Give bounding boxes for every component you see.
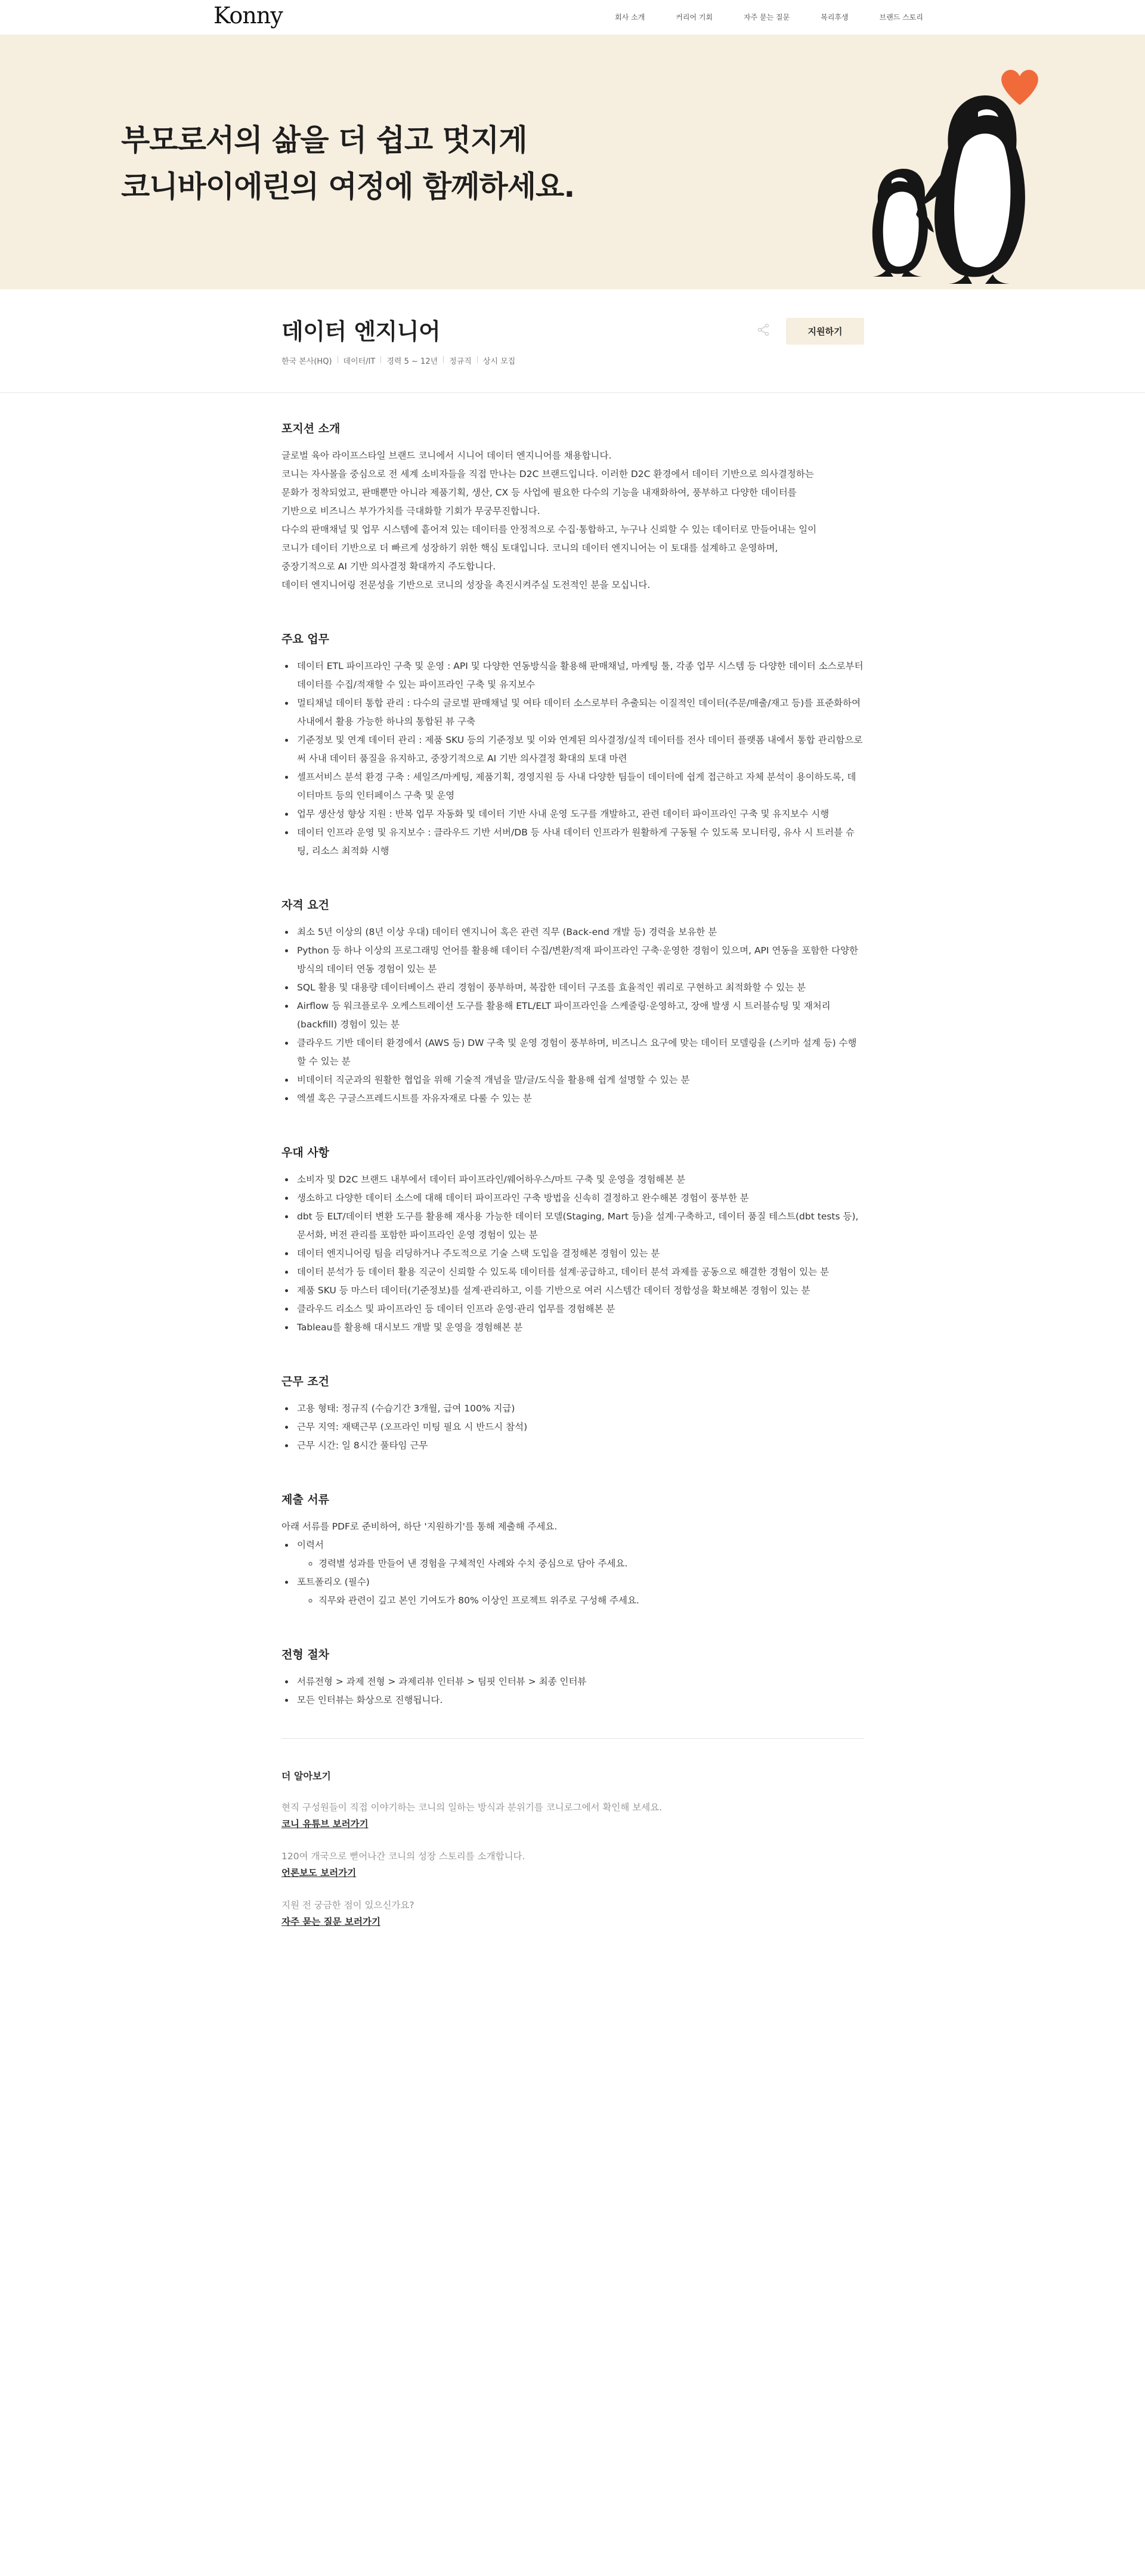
section-hiring-process [281, 1646, 864, 1710]
job-meta-team: 데이터/IT [343, 357, 376, 366]
meta-divider [443, 356, 444, 363]
list-item [295, 1573, 864, 1610]
job-title: 데이터 엔지니어 [281, 318, 441, 345]
section-title: 포지션 소개 [281, 422, 341, 435]
learn-more-description: 현직 구성원들이 직접 이야기하는 코니의 일하는 방식과 분위기를 코니로그에서 확인해 보세요. [281, 1802, 663, 1813]
share-icon[interactable] [756, 323, 770, 337]
top-navigation [0, 0, 1145, 35]
section-title: 우대 사항 [281, 1146, 330, 1159]
intro-line: 코니가 데이터 기반으로 더 빠르게 성장하기 위한 핵심 토대입니다. 코니의 데이터 엔지니어는 이 토대를 설계하고 운영하며, [281, 543, 778, 553]
list-item: • 기준정보 및 연계 데이터 관리 : 제품 SKU 등의 기준정보 및 이와 연계된 의사결정/실적 데이터를 전사 데이터 플랫폼 내에서 통합 관리함으로써 사내 데이터 품질을 유지하고, 중장기적으로 AI 기반 의사결정 확대의 토대 마련 [295, 731, 864, 768]
penguin-family-illustration [829, 58, 1044, 297]
meta-divider [477, 356, 478, 363]
intro-line: 중장기적으로 AI 기반 의사결정 확대까지 주도합니다. [281, 561, 496, 572]
list-item: • 생소하고 다양한 데이터 소스에 대해 데이터 파이프라인 구축 방법을 신속히 결정하고 완수해본 경험이 풍부한 분 [295, 1189, 864, 1208]
list-item: • 제품 SKU 등 마스터 데이터(기준정보)를 설계·관리하고, 이를 기반으로 여러 시스템간 데이터 정합성을 확보해본 경험이 있는 분 [295, 1281, 864, 1300]
child-penguin-icon [872, 169, 934, 277]
section-work-conditions [281, 1373, 864, 1455]
list-item: • 고용 형태: 정규직 (수습기간 3개월, 급여 100% 지급) [295, 1400, 864, 1418]
hero-banner [0, 35, 1145, 289]
list-item: • 데이터 분석가 등 데이터 활용 직군이 신뢰할 수 있도록 데이터를 설계·공급하고, 데이터 분석 과제를 공동으로 해결한 경험이 있는 분 [295, 1263, 864, 1281]
list-item: • SQL 활용 및 대용량 데이터베이스 관리 경험이 풍부하며, 복잡한 데이터 구조를 효율적인 쿼리로 구현하고 최적화할 수 있는 분 [295, 979, 864, 997]
documents-intro: 아래 서류를 PDF로 준비하여, 하단 '지원하기'를 통해 제출해 주세요. [281, 1521, 558, 1532]
meta-divider [380, 356, 381, 363]
list-item: • 클라우드 리소스 및 파이프라인 등 데이터 인프라 운영·관리 업무를 경험해본 분 [295, 1300, 864, 1318]
youtube-link[interactable]: 코니 유튜브 보러가기 [281, 1819, 369, 1829]
hero-headline-line-1: 부모로서의 삶을 더 쉽고 멋지게 [121, 123, 527, 157]
section-title: 근무 조건 [281, 1375, 330, 1388]
list-item: • 서류전형 > 과제 전형 > 과제리뷰 인터뷰 > 팀핏 인터뷰 > 최종 인터뷰 [295, 1673, 864, 1691]
list-item: • 클라우드 기반 데이터 환경에서 (AWS 등) DW 구축 및 운영 경험이 풍부하며, 비즈니스 요구에 맞는 데이터 모델링을 (스키마 설계 등) 수행할 수 있는 분 [295, 1034, 864, 1071]
list-item: • 모든 인터뷰는 화상으로 진행됩니다. [295, 1691, 864, 1710]
list-item [295, 1536, 864, 1573]
learn-more-description: 지원 전 궁금한 점이 있으신가요? [281, 1900, 414, 1911]
sub-list-item: ◦ 경력별 성과를 만들어 낸 경험을 구체적인 사례와 수치 중심으로 담아 주세요. [318, 1555, 864, 1573]
list-item: • Tableau를 활용해 대시보드 개발 및 운영을 경험해본 분 [295, 1318, 864, 1337]
learn-more-item [281, 1799, 864, 1832]
apply-button[interactable]: 지원하기 [786, 318, 864, 345]
job-description [281, 420, 864, 1930]
section-title: 전형 절차 [281, 1648, 330, 1661]
list-item: • 비데이터 직군과의 원활한 협업을 위해 기술적 개념을 말/글/도식을 활용해 쉽게 설명할 수 있는 분 [295, 1071, 864, 1089]
nav-link-company[interactable]: 회사 소개 [615, 13, 645, 21]
heart-icon [1001, 70, 1038, 105]
nav-link-benefits[interactable]: 복리후생 [821, 13, 849, 21]
parent-penguin-icon [918, 95, 1025, 284]
faq-link[interactable]: 자주 묻는 질문 보러가기 [281, 1916, 380, 1927]
list-item: • 근무 시간: 일 8시간 풀타임 근무 [295, 1436, 864, 1455]
learn-more-item [281, 1848, 864, 1881]
list-item: • 멀티채널 데이터 통합 관리 : 다수의 글로벌 판매채널 및 여타 데이터 소스로부터 추출되는 이질적인 데이터(주문/매출/재고 등)를 표준화하여 사내에서 활용 가능한 하나의 통합된 뷰 구축 [295, 694, 864, 731]
nav-links [584, 12, 923, 22]
job-meta [281, 355, 515, 366]
list-item: • 근무 지역: 재택근무 (오프라인 미팅 필요 시 반드시 참석) [295, 1418, 864, 1436]
list-item: • 데이터 ETL 파이프라인 구축 및 운영 : API 및 다양한 연동방식을 활용해 판매채널, 마케팅 툴, 각종 업무 시스템 등 다양한 데이터 소스로부터 데이터를 수집/적재할 수 있는 파이프라인 구축 및 유지보수 [295, 657, 864, 694]
learn-more-description: 120여 개국으로 뻗어나간 코니의 성장 스토리를 소개합니다. [281, 1851, 525, 1862]
list-item: • 데이터 인프라 운영 및 유지보수 : 클라우드 기반 서버/DB 등 사내 데이터 인프라가 원활하게 구동될 수 있도록 모니터링, 유사 시 트러블 슈팅, 리소스 최적화 시행 [295, 823, 864, 860]
job-meta-location: 한국 본사(HQ) [281, 357, 332, 366]
learn-more-item [281, 1897, 864, 1930]
intro-line: 데이터 엔지니어링 전문성을 기반으로 코니의 성장을 촉진시켜주실 도전적인 분을 모십니다. [281, 580, 651, 590]
job-meta-experience: 경력 5 ~ 12년 [386, 357, 438, 366]
list-item: • 소비자 및 D2C 브랜드 내부에서 데이터 파이프라인/웨어하우스/마트 구축 및 운영을 경험해본 분 [295, 1171, 864, 1189]
nav-link-faq[interactable]: 자주 묻는 질문 [744, 13, 790, 21]
intro-line: 코니는 자사몰을 중심으로 전 세계 소비자들을 직접 만나는 D2C 브랜드입니다. 이러한 D2C 환경에서 데이터 기반으로 의사결정하는 [281, 469, 814, 479]
learn-more-title: 더 알아보기 [281, 1770, 331, 1782]
section-required-documents [281, 1491, 864, 1610]
intro-line: 다수의 판매채널 및 업무 시스템에 흩어져 있는 데이터를 안정적으로 수집·통합하고, 누구나 신뢰할 수 있는 데이터로 만들어내는 일이 [281, 524, 817, 535]
section-main-duties [281, 630, 864, 860]
press-link[interactable]: 언론보도 보러가기 [281, 1868, 357, 1878]
section-title: 자격 요건 [281, 899, 330, 912]
job-header [0, 289, 1145, 393]
intro-line: 문화가 정착되었고, 판매뿐만 아니라 제품기획, 생산, CX 등 사업에 필요한 다수의 기능을 내재화하여, 풍부하고 다양한 데이터를 [281, 487, 797, 498]
job-meta-hiring-status: 상시 모집 [482, 357, 516, 366]
document-label: 이력서 [297, 1540, 324, 1550]
section-title: 주요 업무 [281, 633, 330, 646]
list-item: • 최소 5년 이상의 (8년 이상 우대) 데이터 엔지니어 혹은 관련 직무 (Back-end 개발 등) 경력을 보유한 분 [295, 923, 864, 942]
list-item: • 셀프서비스 분석 환경 구축 : 세일즈/마케팅, 제품기획, 경영지원 등 사내 다양한 팀들이 데이터에 쉽게 접근하고 자체 분석이 용이하도록, 데이터마트 등의 인터페이스 구축 및 운영 [295, 768, 864, 805]
list-item: • dbt 등 ELT/데이터 변환 도구를 활용해 재사용 가능한 데이터 모델(Staging, Mart 등)을 설계·구축하고, 데이터 품질 테스트(dbt tests 등), 문서화, 버전 관리를 포함한 파이프라인 운영 경험이 있는 분 [295, 1208, 864, 1244]
list-item: • 엑셀 혹은 구글스프레드시트를 자유자재로 다룰 수 있는 분 [295, 1089, 864, 1108]
nav-link-brand-story[interactable]: 브랜드 스토리 [879, 13, 923, 21]
list-item: • 업무 생산성 향상 지원 : 반복 업무 자동화 및 데이터 기반 사내 운영 도구를 개발하고, 관련 데이터 파이프라인 구축 및 유지보수 시행 [295, 805, 864, 823]
intro-line: 기반으로 비즈니스 부가가치를 극대화할 기회가 무궁무진합니다. [281, 506, 540, 516]
nav-link-careers[interactable]: 커리어 기회 [676, 13, 713, 21]
list-item: • 데이터 엔지니어링 팀을 리딩하거나 주도적으로 기술 스택 도입을 결정해본 경험이 있는 분 [295, 1244, 864, 1263]
job-meta-employment-type: 정규직 [449, 357, 472, 366]
list-item: • Airflow 등 워크플로우 오케스트레이션 도구를 활용해 ETL/ELT 파이프라인을 스케줄링·운영하고, 장애 발생 시 트러블슈팅 및 재처리(backfill) 경험이 있는 분 [295, 997, 864, 1034]
sub-list-item: ◦ 직무와 관련이 깊고 본인 기여도가 80% 이상인 프로젝트 위주로 구성해 주세요. [318, 1592, 864, 1610]
section-position-intro [281, 420, 864, 595]
section-learn-more [281, 1769, 864, 1930]
hero-headline-line-2: 코니바이에린의 여정에 함께하세요. [121, 169, 575, 204]
list-item: • Python 등 하나 이상의 프로그래밍 언어를 활용해 데이터 수집/변환/적재 파이프라인 구축·운영한 경험이 있으며, API 연동을 포함한 다양한 방식의 데이터 연동 경험이 있는 분 [295, 942, 864, 979]
section-preferred [281, 1144, 864, 1337]
section-title: 제출 서류 [281, 1493, 330, 1506]
section-divider [281, 1738, 864, 1739]
section-requirements [281, 896, 864, 1108]
document-label: 포트폴리오 (필수) [297, 1577, 370, 1587]
konny-logo[interactable]: Konny [213, 2, 283, 29]
intro-line: 글로벌 육아 라이프스타일 브랜드 코니에서 시니어 데이터 엔지니어를 채용합니다. [281, 450, 612, 461]
